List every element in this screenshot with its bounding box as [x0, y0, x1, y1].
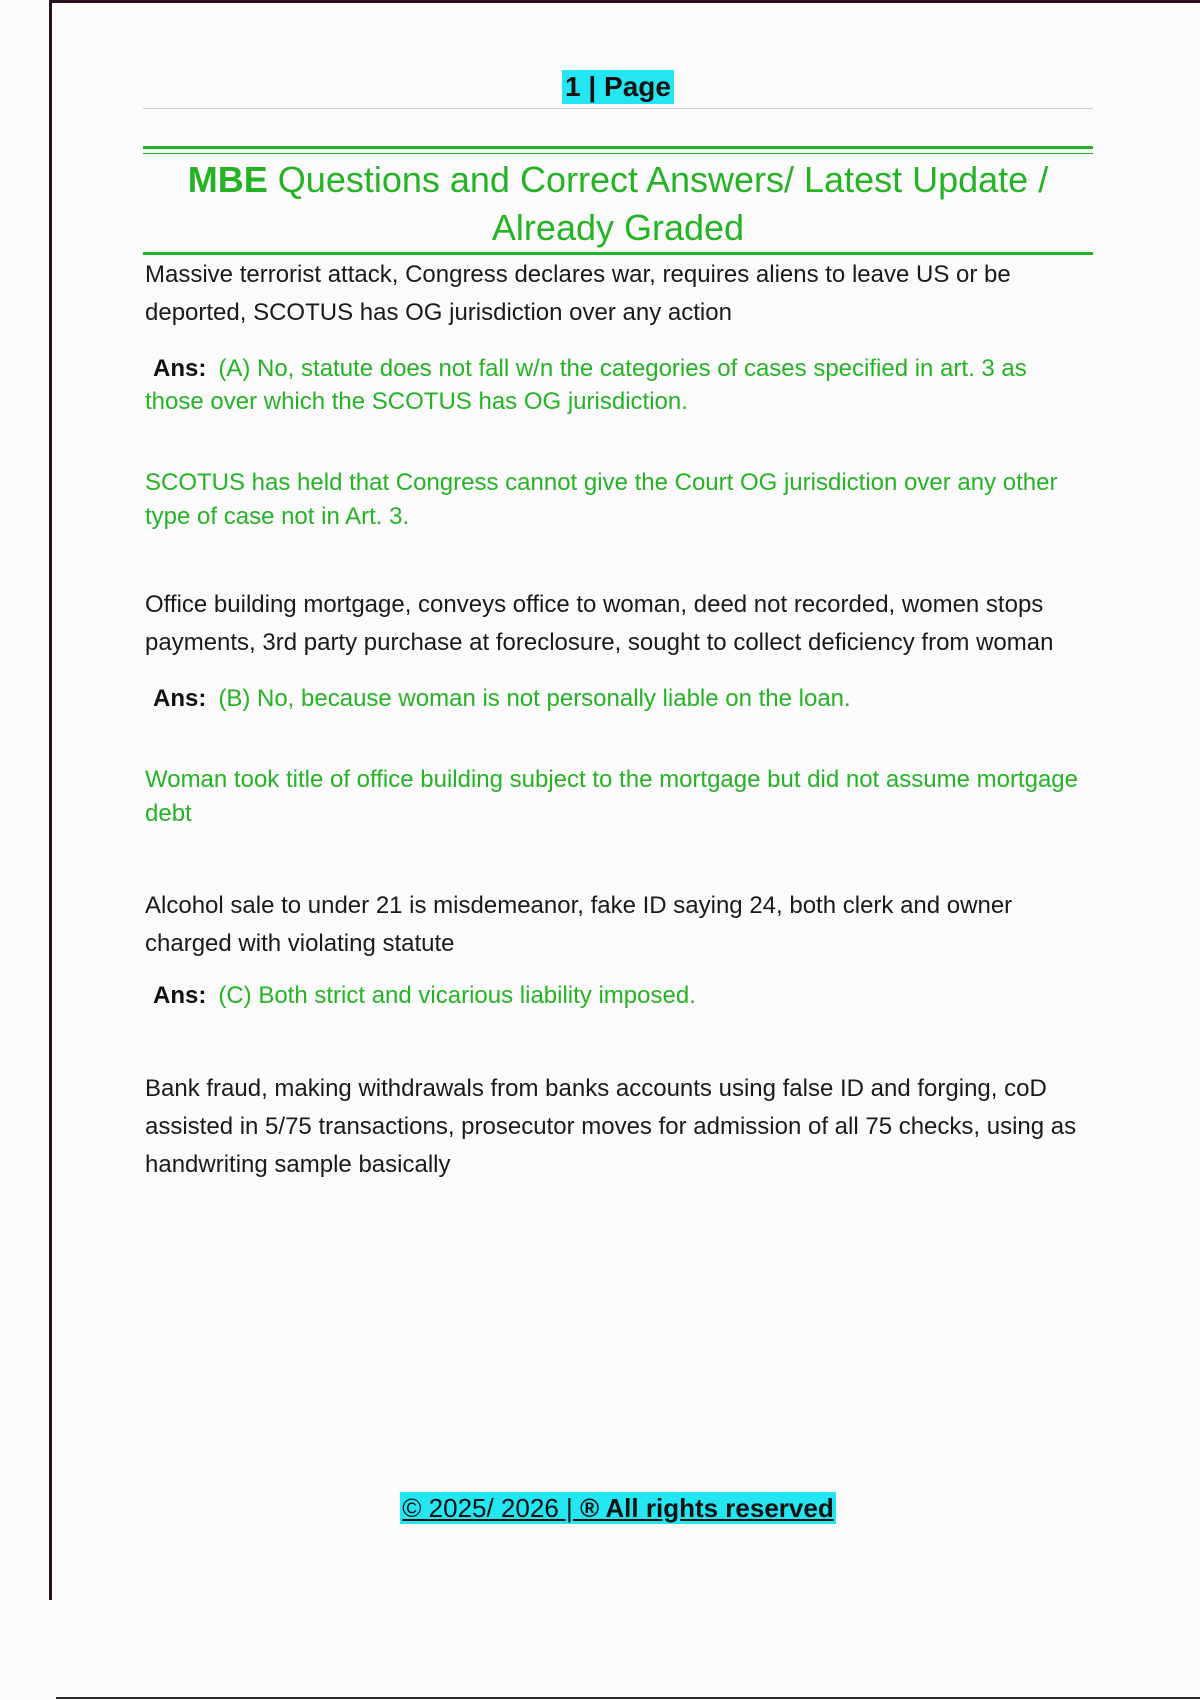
answer-2	[145, 682, 1090, 715]
answer-1	[145, 352, 1090, 418]
page-footer	[0, 1492, 1200, 1524]
explanation-2: Woman took title of office building subject to the mortgage but did not assume mortgage debt	[145, 766, 1078, 827]
top-border	[49, 0, 1200, 3]
answer-3-text: (C) Both strict and vicarious liability imposed.	[218, 982, 696, 1009]
header-divider	[143, 108, 1093, 109]
left-border	[49, 0, 52, 1600]
rights-reserved: ® All rights reserved	[579, 1493, 834, 1523]
answer-label: Ans:	[153, 685, 207, 712]
answer-label: Ans:	[153, 355, 207, 382]
copyright-year: © 2025/ 2026 |	[402, 1493, 580, 1523]
explanation-1: SCOTUS has held that Congress cannot give the Court OG jurisdiction over any other type of case not in Art. 3.	[145, 469, 1058, 530]
title-strong: MBE	[187, 159, 268, 200]
question-3: Alcohol sale to under 21 is misdemeanor, fake ID saying 24, both clerk and owner charged with violating statute	[145, 892, 1013, 957]
question-4: Bank fraud, making withdrawals from banks accounts using false ID and forging, coD assisted in 5/75 transactions, prosecutor moves for admission of all 75 checks, using as handwriting sample basically	[145, 1075, 1077, 1178]
question-1: Massive terrorist attack, Congress declares war, requires aliens to leave US or be deported, SCOTUS has OG jurisdiction over any action	[145, 261, 1011, 326]
answer-label: Ans:	[153, 982, 207, 1009]
qa-content	[145, 256, 1090, 1184]
title-box	[143, 146, 1093, 255]
bottom-border	[56, 1697, 1200, 1699]
answer-2-text: (B) No, because woman is not personally liable on the loan.	[218, 685, 851, 712]
document-title	[143, 156, 1093, 252]
answer-1-text: (A) No, statute does not fall w/n the categories of cases specified in art. 3 as those over which the SCOTUS has OG jurisdiction.	[145, 355, 1027, 415]
title-rest: Questions and Correct Answers/ Latest Update / Already Graded	[267, 159, 1049, 248]
page-number-label: 1 | Page	[562, 70, 674, 104]
copyright-notice	[400, 1492, 835, 1524]
question-2: Office building mortgage, conveys office to woman, deed not recorded, women stops payments, 3rd party purchase at foreclosure, sought to collect deficiency from woman	[145, 591, 1054, 656]
answer-3	[145, 979, 1090, 1012]
page-header	[143, 70, 1093, 104]
